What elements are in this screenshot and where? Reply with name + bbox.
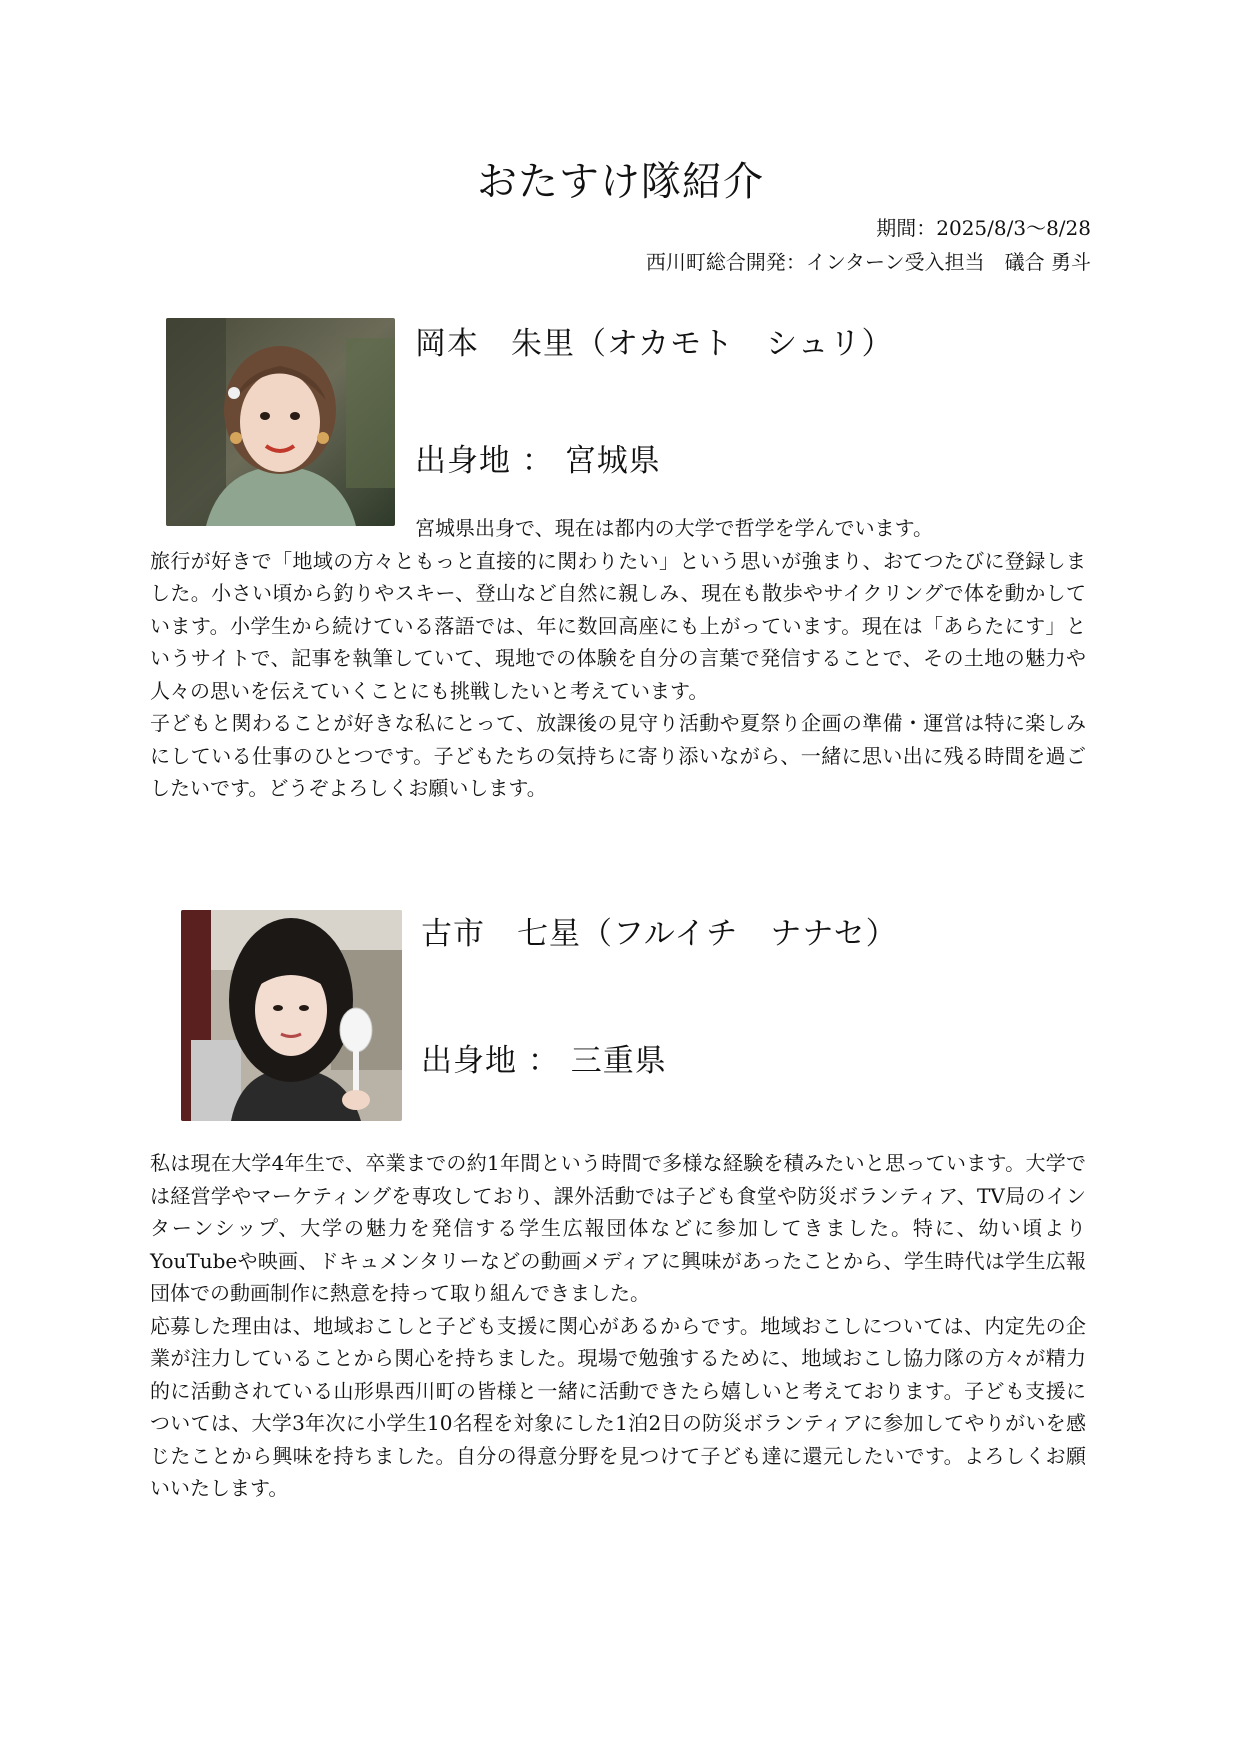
- member-photo: [166, 318, 395, 526]
- member-bio: [150, 1147, 1086, 1505]
- member-photo: [181, 910, 402, 1121]
- member-origin: 出身地 ： 三重県: [421, 1043, 667, 1079]
- document-title: おたすけ隊紹介: [477, 159, 764, 205]
- period-text: 期間：2025/8/3～8/28: [876, 216, 1091, 240]
- bio-paragraph: 旅行が好きで「地域の方々ともっと直接的に関わりたい」という思いが強まり、おてつたびに登録しました。小さい頃から釣りやスキー、登山など自然に親しみ、現在も散歩やサイクリングで体を動かしています。小学生から続けている落語では、年に数回高座にも上がっています。現在は「あらたにす」というサイトで、記事を執筆していて、現地での体験を自分の言葉で発信することで、その土地の魅力や人々の思いを伝えていくことにも挑戦したいと考えています。: [150, 548, 1086, 703]
- author-text: 西川町総合開発：インターン受入担当 礒合 勇斗: [645, 250, 1091, 274]
- member-bio: [150, 512, 1086, 805]
- bio-paragraph: 応募した理由は、地域おこしと子ども支援に関心があるからです。地域おこしについては、内定先の企業が注力していることから関心を持ちました。現場で勉強するために、地域おこし協力隊の方々が精力的に活動されている山形県西川町の皆様と一緒に活動できたら嬉しいと考えております。子ども支援については、大学3年次に小学生10名程を対象にした1泊2日の防災ボランティアに参加してやりがいを感じたことから興味を持ちました。自分の得意分野を見つけて子ども達に還元したいです。よろしくお願いいたします。: [150, 1313, 1086, 1500]
- member-origin: 出身地 ： 宮城県: [415, 443, 661, 479]
- member-name: 古市 七星（フルイチ ナナセ）: [421, 916, 898, 952]
- member-name: 岡本 朱里（オカモト シュリ）: [415, 326, 894, 362]
- bio-paragraph: 宮城県出身で、現在は都内の大学で哲学を学んでいます。: [415, 516, 933, 540]
- bio-paragraph: 私は現在大学4年生で、卒業までの約1年間という時間で多様な経験を積みたいと思っています。大学では経営学やマーケティングを専攻しており、課外活動では子ども食堂や防災ボランティア、TV局のインターンシップ、大学の魅力を発信する学生広報団体などに参加してきました。特に、幼い頃よりYouTubeや映画、ドキュメンタリーなどの動画メディアに興味があったことから、学生時代は学生広報団体での動画制作に熱意を持って取り組んできました。: [150, 1151, 1086, 1305]
- bio-paragraph: 子どもと関わることが好きな私にとって、放課後の見守り活動や夏祭り企画の準備・運営は特に楽しみにしている仕事のひとつです。子どもたちの気持ちに寄り添いながら、一緒に思い出に残る時間を過ごしたいです。どうぞよろしくお願いします。: [150, 711, 1086, 800]
